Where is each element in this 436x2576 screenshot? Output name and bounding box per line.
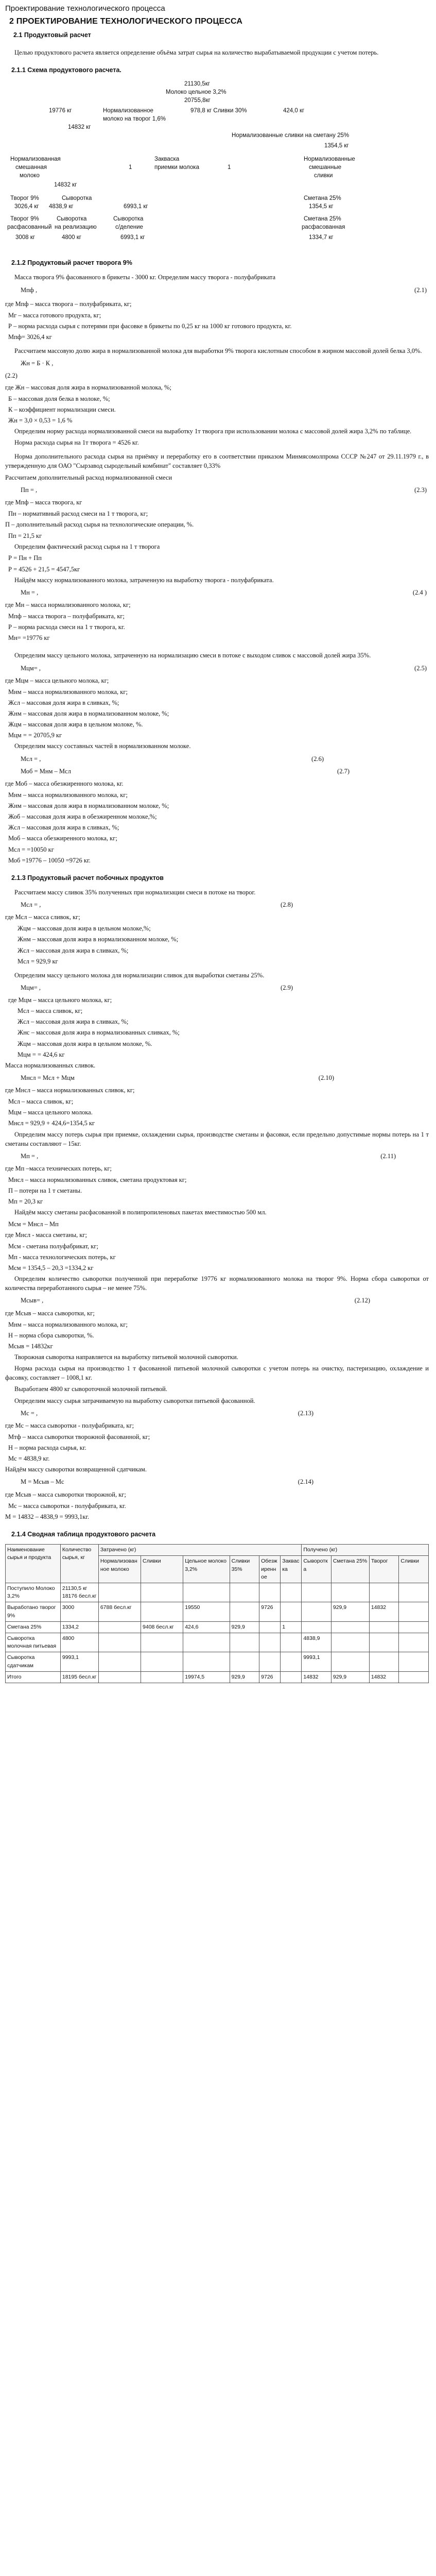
where-line: Мпф – масса творога – полуфабриката, кг; [8, 613, 125, 620]
where-line: Жнм – массовая доля жира в нормализованном молоке, %; [8, 710, 169, 718]
table-cell: 19974,5 [183, 1671, 230, 1683]
summary-table-header: Нормализованное молоко [98, 1556, 141, 1583]
table-cell [183, 1633, 230, 1652]
calc-line: Мп = 20,3 кг [8, 1198, 43, 1206]
calc-line: Р = 4526 + 21,5 = 4547,5кг [8, 565, 80, 573]
scheme-row-d3: Сметана 25% [304, 195, 341, 202]
table-cell [98, 1652, 141, 1671]
main-heading: 2 ПРОЕКТИРОВАНИЕ ТЕХНОЛОГИЧЕСКОГО ПРОЦЕССА [9, 16, 243, 26]
scheme-row-e1: 3026,4 кг [14, 204, 39, 210]
equation-2-4 [5, 588, 429, 597]
table-cell [281, 1652, 302, 1671]
summary-table-header: Наименование сырья и продукта [6, 1545, 61, 1583]
table-cell [281, 1583, 302, 1602]
table-cell [259, 1583, 281, 1602]
table-row [6, 1621, 429, 1633]
scheme-row-g2: на реализацию [55, 224, 97, 231]
where-line: Мг – масса готового продукта, кг; [8, 311, 101, 319]
tvorog-p1: Масса творога 9% фасованного в брикеты - 3000 кг. Определим массу творога - полуфабриката [14, 274, 276, 281]
tvorog-p2: Рассчитаем массовую долю жира в нормализованной молока для выработки 9% творога кислотным способом в жирном массовой долей белка 3,0%. [14, 347, 422, 355]
table-cell [399, 1621, 429, 1633]
table-cell: Итого [6, 1671, 61, 1683]
calc-line: Мсл = =10050 кг [8, 845, 54, 853]
where-line: Н – норма сбора сыворотки, %. [8, 1331, 94, 1339]
table-cell: 9993,1 [60, 1652, 98, 1671]
scheme-cream-label: Нормализованные сливки на сметану 25% [232, 132, 350, 139]
scheme-row-f4: Сметана 25% [304, 216, 341, 223]
scheme-row-e4: 1354,5 кг [309, 204, 334, 210]
scheme-cream-3: 1354,5 кг [324, 143, 349, 149]
scheme-row-f3: Сыворотка [113, 216, 144, 223]
table-cell [281, 1671, 302, 1683]
equation-2-1-expr: Мпф , [21, 286, 38, 294]
table-cell: 9726 [259, 1602, 281, 1621]
where-line: Жсл – массовая доля жира в сливках, %; [8, 699, 119, 706]
table-cell [141, 1633, 183, 1652]
cream-p8: Норма расхода сырья на производство 1 т фасованной питьевой молочной сыворотки с учетом потерь на очистку, пастеризацию, охлаждение и фасовку, составляет – 1008,1 кг. [5, 1365, 429, 1382]
summary-table-header: Сливки [399, 1556, 429, 1583]
calc-line: Мцм = = 424,6 кг [18, 1050, 65, 1058]
table-cell [331, 1652, 369, 1671]
equation-2-11-expr: Мп = , [21, 1152, 39, 1160]
where-line: Р – норма расхода смеси на 1 т творога, кг. [8, 623, 125, 631]
tvorog-p4b: Рассчитаем дополнительный расход нормализованной смеси [5, 473, 172, 481]
summary-table-header-row [6, 1545, 429, 1556]
scheme-row-c1: молоко [20, 173, 40, 179]
table-cell: Выработано творог 9% [6, 1602, 61, 1621]
where-line: где Моб – масса обезжиренного молока, кг. [5, 779, 124, 787]
scheme-row-h1: 3008 кг [15, 234, 36, 241]
where-line: Б – массовая доля белка в молоке, %; [8, 395, 110, 402]
equation-2-3-number: (2.3) [414, 486, 427, 494]
where-line: П – дополнительный расход сырья на технологические операции, %. [5, 521, 194, 529]
where-line: Мнсл – масса нормализованных сливок, сметана продуктовая кг; [8, 1176, 187, 1184]
equation-2-6-expr: Мсл = , [21, 755, 41, 762]
table-cell [98, 1671, 141, 1683]
equation-2-5 [5, 664, 429, 673]
scheme-milk-mass-2: 20755,8кг [184, 97, 211, 104]
tvorog-p3b: Норма расхода сырья на 1т творога = 4526 кг. [14, 439, 139, 447]
equation-2-13-expr: Мс = , [21, 1409, 38, 1417]
table-cell [98, 1621, 141, 1633]
table-cell [98, 1583, 141, 1602]
section-2-1-3-heading: 2.1.3 Продуктовый расчет побочных продуктов [11, 874, 164, 882]
section-2-1-2-heading: 2.1.2 Продуктовый расчет творога 9% [11, 259, 132, 267]
equation-2-2 [5, 359, 429, 368]
table-cell [230, 1652, 259, 1671]
table-cell [230, 1602, 259, 1621]
table-cell: 929,9 [230, 1671, 259, 1683]
scheme-row-d2: Сыворотка [62, 195, 92, 202]
where-line: где Мцм – масса цельного молока, кг; [8, 996, 112, 1004]
cream-p3: Масса нормализованных сливок. [5, 1061, 96, 1069]
summary-table-header: Цельное молоко 3,2% [183, 1556, 230, 1583]
table-cell: 4838,9 [302, 1633, 332, 1652]
equation-2-10 [5, 1073, 429, 1082]
scheme-norm-milk-fat: молоко на творог 1,6% [103, 116, 166, 123]
table-cell: 14832 [369, 1671, 399, 1683]
tvorog-p4: Норма дополнительного расхода сырья на приёмку и переработку его в соответствии приказом Минмясомолпрома СССР №247 от 29.11.1979 г., в утвержденную для ОАО "Сырзавод сыродельный комбинат" составляет 0,33% [5, 453, 429, 470]
scheme-cream-2: 424,0 кг [283, 108, 305, 114]
equation-2-14 [5, 1477, 429, 1486]
equation-2-6 [5, 754, 429, 764]
where-line: П – потери на 1 т сметаны. [8, 1187, 82, 1195]
equation-2-2-number: (2.2) [5, 372, 18, 380]
table-cell: 9726 [259, 1671, 281, 1683]
where-line: где Мсл – масса сливок, кг; [5, 913, 80, 921]
table-cell [259, 1633, 281, 1652]
where-line: Жсл – массовая доля жира в сливках, %; [18, 946, 129, 954]
tvorog-p6: Найдём массу нормализованного молока, затраченную на выработку творога - полуфабриката. [14, 576, 274, 584]
scheme-milk-mass: 21130,5кг [184, 81, 210, 88]
summary-table-header: Закваска [281, 1556, 302, 1583]
where-line: Жнм – массовая доля жира в нормализованном молоке, %; [8, 802, 169, 810]
equation-2-3 [5, 485, 429, 495]
where-line: где Мпф – масса творога, кг [5, 498, 82, 506]
where-line: Мсм - сметана полуфабрикат, кг; [8, 1242, 98, 1250]
tvorog-p8: Определим массу составных частей в нормализованном молоке. [14, 742, 191, 750]
where-line: Н – норма расхода сырья, кг. [8, 1444, 86, 1452]
table-cell [369, 1652, 399, 1671]
equation-2-12-number: (2.12) [354, 1297, 370, 1304]
where-line: Мп - масса технологических потерь, кг [8, 1253, 116, 1261]
summary-table-header: Сыворотка [302, 1556, 332, 1583]
where-line: Мсл – масса сливок, кг; [8, 1098, 74, 1106]
where-line: где Мцм – масса цельного молока, кг; [5, 676, 109, 684]
where-line: где Мн – масса нормализованного молока, кг; [5, 601, 131, 608]
summary-table-header: Количество сырья, кг [60, 1545, 98, 1583]
where-line: Мнм – масса нормализованного молока, кг; [8, 688, 128, 696]
table-cell [331, 1583, 369, 1602]
table-cell: 4800 [60, 1633, 98, 1652]
equation-2-5-number: (2.5) [414, 664, 427, 672]
table-cell: 14832 [369, 1602, 399, 1621]
scheme-row-b4: 1 [228, 164, 231, 171]
equation-2-11 [5, 1151, 429, 1161]
table-cell: Сыворотка сдатчикам [6, 1652, 61, 1671]
table-row [6, 1633, 429, 1652]
where-line: Мнм – масса нормализованного молока, кг; [8, 791, 128, 799]
summary-table [5, 1544, 429, 1683]
where-line: Мцм – масса цельного молока. [8, 1109, 93, 1116]
table-cell: 9408 бесл.кг [141, 1621, 183, 1633]
equation-2-3-expr: Пп = , [21, 486, 38, 494]
scheme-row-g1: расфасованный [7, 224, 52, 231]
where-line: Жсл – массовая доля жира в сливках, %; [18, 1018, 129, 1026]
table-cell [98, 1633, 141, 1652]
table-cell [141, 1652, 183, 1671]
table-cell: 1334,2 [60, 1621, 98, 1633]
where-line: где Мнсл – масса нормализованных сливок, кг; [5, 1087, 135, 1094]
equation-2-13 [5, 1409, 429, 1418]
where-line: где Мнсл - масса сметаны, кг; [5, 1231, 88, 1239]
section-2-1-4-heading: 2.1.4 Сводная таблица продуктового расчета [11, 1530, 156, 1538]
where-line: Жцм – массовая доля жира в цельном молоке, %. [8, 721, 143, 728]
summary-table-header: Сливки [141, 1556, 183, 1583]
table-cell [141, 1671, 183, 1683]
where-line: где Мсыв – масса сыворотки, кг; [5, 1309, 95, 1317]
equation-2-1-number: (2.1) [414, 286, 427, 294]
table-cell [331, 1633, 369, 1652]
summary-table-header: Сливки 35% [230, 1556, 259, 1583]
equation-2-2-expr: Жн = Б · К , [21, 360, 54, 367]
scheme-row-e2: 4838,9 кг [49, 204, 74, 210]
table-cell: 21130,5 кг 18176 бесл.кг [60, 1583, 98, 1602]
calc-line: Мсл = 929,9 кг [18, 957, 58, 965]
equation-2-13-number: (2.13) [298, 1409, 313, 1417]
table-cell [183, 1583, 230, 1602]
table-cell: 424,6 [183, 1621, 230, 1633]
table-cell [399, 1652, 429, 1671]
calc-line: Мнсл = 929,9 + 424,6=1354,5 кг [8, 1120, 95, 1127]
scheme-v1: 19776 кг [49, 108, 72, 114]
scheme-row-h4: 1334,7 кг [309, 234, 334, 241]
table-cell [183, 1652, 230, 1671]
section-2-1-heading: 2.1 Продуктовый расчет [13, 31, 91, 39]
table-cell [369, 1633, 399, 1652]
equation-2-8 [5, 900, 429, 909]
scheme-row-f2: Сыворотка [57, 216, 87, 223]
equation-2-1 [5, 285, 429, 295]
where-line: Жцм – массовая доля жира в цельном молоке, %. [18, 1040, 152, 1047]
equation-2-7 [5, 767, 429, 776]
scheme-norm-label: Нормализованное [103, 108, 153, 114]
calc-line: Моб =19776 – 10050 =9726 кг. [8, 856, 91, 864]
table-cell [302, 1583, 332, 1602]
table-cell [302, 1602, 332, 1621]
tvorog-p5: Определим фактический расход сырья на 1 т творога [14, 543, 160, 551]
equation-2-14-number: (2.14) [298, 1478, 313, 1486]
cream-p1: Рассчитаем массу сливок 35% полученных при нормализации смеси в потоке на творог. [14, 888, 256, 896]
equation-2-4-number: (2.4 ) [412, 588, 427, 596]
cream-p2: Определим массу цельного молока для нормализации сливок для выработки сметаны 25%. [14, 971, 265, 979]
product-calculation-scheme [5, 80, 429, 250]
calc-line: Мс = 4838,9 кг. [8, 1455, 50, 1463]
scheme-row-c2: сливки [314, 173, 333, 179]
table-row [6, 1652, 429, 1671]
table-cell: Сыворотка молочная питьевая [6, 1633, 61, 1652]
equation-2-8-number: (2.8) [281, 901, 293, 909]
cream-p6: Определим количество сыворотки полученной при переработке 19776 кг нормализованного молока на творог 9%. Норма сбора сыворотки от количества переработанного сырья – не менее 75%. [5, 1275, 429, 1292]
table-row [6, 1583, 429, 1602]
equation-2-9-number: (2.9) [281, 984, 293, 991]
where-line: где Жн – массовая доля жира в нормализованной молока, %; [5, 383, 171, 391]
table-cell [399, 1671, 429, 1683]
where-line: Мс – масса сыворотки - полуфабриката, кг. [8, 1502, 126, 1510]
where-line: Жоб – массовая доля жира в обезжиренном молоке,%; [8, 813, 157, 821]
equation-2-6-number: (2.6) [311, 755, 324, 762]
calc-line: Мцм = = 20705,9 кг [8, 732, 62, 739]
cream-p5: Найдём массу сметаны расфасованной в полипропиленовых пакетах вместимостью 500 мл. [14, 1209, 267, 1216]
table-cell [369, 1621, 399, 1633]
equation-2-11-number: (2.11) [380, 1152, 396, 1160]
table-cell: 3000 [60, 1602, 98, 1621]
table-cell [281, 1602, 302, 1621]
summary-table-header: Получено (кг) [302, 1545, 429, 1556]
equation-2-11a: Мсм = Мнсл – Мп [8, 1220, 59, 1228]
calc-line: Жн = 3,0 × 0,53 = 1,6 % [8, 416, 73, 424]
cream-p10: Определим массу сырья затрачиваемую на выработку сыворотки питьевой фасованной. [14, 1397, 255, 1404]
scheme-col-n3: Нормализованные [304, 156, 355, 163]
equation-2-7-expr: Моб = Мнм – Мсл [21, 767, 71, 775]
table-cell: 19550 [183, 1602, 230, 1621]
equation-2-10-expr: Мнсл = Мсл + Мцм [21, 1074, 75, 1081]
summary-table-header: Сметана 25% [331, 1556, 369, 1583]
scheme-milk-fat-label: Молоко цельное 3,2% [166, 89, 226, 96]
table-cell: Сметана 25% [6, 1621, 61, 1633]
cream-p4: Определим массу потерь сырья при приемке, охлаждении сырья, производстве сметаны и фасовки, если предельно допустимые нормы потерь на 1 т сметаны составляют – 15кг. [5, 1130, 429, 1147]
cream-p9: Выработаем 4800 кг сывороточной молочной питьевой. [14, 1385, 167, 1393]
equation-2-12-expr: Мсыв= , [21, 1297, 44, 1304]
scheme-col-n2: Закваска [154, 156, 180, 163]
scheme-row-h2: 4800 кг [62, 234, 82, 241]
where-line: Р – норма расхода сырья с потерями при фасовке в брикеты по 0,25 кг на 1000 кг готового продукта, кг. [8, 322, 292, 330]
scheme-row-b1: смешанная [15, 164, 47, 171]
cream-p7: Творожная сыворотка направляется на выработку питьевой молочной сыворотки. [14, 1353, 238, 1361]
where-line: Жнм – массовая доля жира в нормализованном молоке, %; [18, 936, 179, 943]
table-cell: 18195 бесл.кг [60, 1671, 98, 1683]
calc-line: М = 14832 – 4838,9 = 9993,1кг. [5, 1513, 90, 1520]
where-line: где Мсыв – масса сыворотки творожной, кг; [5, 1490, 126, 1498]
where-line: Мтф – масса сыворотки творожной фасованной, кг; [8, 1433, 150, 1440]
table-cell [281, 1633, 302, 1652]
table-cell [302, 1621, 332, 1633]
scheme-row-f1: Творог 9% [10, 216, 39, 223]
table-cell [399, 1583, 429, 1602]
scheme-col-n1: Нормализованная [10, 156, 61, 163]
scheme-v2: 14832 кг [68, 124, 91, 131]
scheme-skim-cream: 978,8 кг Сливки 30% [190, 108, 247, 114]
table-cell [259, 1652, 281, 1671]
table-cell: 1 [281, 1621, 302, 1633]
calc-line: Мпф= 3026,4 кг [8, 333, 52, 341]
table-cell: 14832 [302, 1671, 332, 1683]
scheme-row-g3: с/деление [115, 224, 143, 231]
table-cell: 929,9 [331, 1602, 369, 1621]
scheme-row-b5: смешанные [309, 164, 342, 171]
calc-line: Мн= =19776 кг [8, 634, 50, 642]
where-line: Моб – масса обезжиренного молока, кг; [8, 835, 117, 842]
where-line: Жцм – массовая доля жира в цельном молоке,%; [18, 925, 151, 933]
cream-p11: Найдём массу сыворотки возвращенной сдатчикам. [5, 1466, 147, 1473]
summary-table-header: Творог [369, 1556, 399, 1583]
table-row [6, 1602, 429, 1621]
scheme-row-b3: приемки молока [154, 164, 199, 171]
summary-table-header: Обезжиренное [259, 1556, 281, 1583]
summary-table-header: Затрачено (кг) [98, 1545, 302, 1556]
table-cell [369, 1583, 399, 1602]
where-line: Мсл – масса сливок, кг; [18, 1007, 83, 1015]
where-line: Пн – нормативный расход смеси на 1 т творога, кг; [8, 510, 148, 517]
table-cell [331, 1621, 369, 1633]
scheme-row-g4: расфасованная [302, 224, 345, 231]
equation-2-3a: Р = Пн + Пп [8, 554, 42, 562]
section-2-1-1-heading: 2.1.1 Схема продуктового расчета. [11, 66, 121, 74]
table-cell: 6788 бесл.кг [98, 1602, 141, 1621]
table-cell [141, 1602, 183, 1621]
calc-line: Мсыв = 14832кг [8, 1342, 53, 1350]
equation-2-9 [5, 983, 429, 992]
table-cell: 929,9 [230, 1621, 259, 1633]
where-line: где Мп –масса технических потерь, кг; [5, 1164, 112, 1172]
table-cell: 9993,1 [302, 1652, 332, 1671]
scheme-row-h3: 6993,1 кг [120, 234, 145, 241]
calc-line: Пп = 21,5 кг [8, 532, 42, 540]
tvorog-p3: Определим норму расхода нормализованной смеси на выработку 1т творога при использовании молока с массовой долей жира 3,2% по таблице. [14, 428, 412, 435]
where-line: где Мпф – масса творога – полуфабриката, кг; [5, 300, 132, 308]
equation-2-12 [5, 1296, 429, 1305]
table-cell [230, 1583, 259, 1602]
where-line: где Мс – масса сыворотки - полуфабриката, кг; [5, 1421, 134, 1429]
where-line: Мнм – масса нормализованного молока, кг; [8, 1320, 128, 1328]
scheme-row-d1: Творог 9% [10, 195, 39, 202]
table-cell: 929,9 [331, 1671, 369, 1683]
where-line: Жсл – массовая доля жира в сливках, %; [8, 824, 119, 832]
table-cell [230, 1633, 259, 1652]
equation-2-8-expr: Мсл = , [21, 901, 41, 909]
intro-paragraph: Целью продуктового расчета является определение объёма затрат сырья на количество вырабатываемой продукции с учетом потерь. [14, 49, 379, 57]
table-cell [399, 1633, 429, 1652]
table-cell [259, 1621, 281, 1633]
equation-2-7-number: (2.7) [337, 767, 350, 775]
equation-2-4-expr: Мн = , [21, 588, 39, 596]
equation-2-14-expr: М = Мсыв – Мс [21, 1478, 64, 1486]
equation-2-5-expr: Мцм= , [21, 664, 41, 672]
where-line: Жнс – массовая доля жира в нормализованных сливках, %; [18, 1029, 180, 1037]
document-top-title: Проектирование технологического процесса [5, 4, 165, 13]
where-line: К – коэффициент нормализации смеси. [8, 405, 116, 413]
equation-2-9-expr: Мцм= , [21, 984, 41, 991]
tvorog-p7: Определим массу цельного молока, затраченную на нормализацию смеси в потоке с выходом сливок с массовой долей жира 35%. [14, 652, 371, 659]
scheme-row-b2: 1 [129, 164, 132, 171]
table-cell: Поступило Молоко 3,2% [6, 1583, 61, 1602]
table-row [6, 1671, 429, 1683]
table-cell [141, 1583, 183, 1602]
scheme-row-e3: 6993,1 кг [124, 204, 148, 210]
table-cell [399, 1602, 429, 1621]
equation-2-10-number: (2.10) [318, 1074, 334, 1081]
scheme-v-c1: 14832 кг [54, 182, 77, 189]
calc-line: Мсм = 1354,5 – 20,3 =1334,2 кг [8, 1264, 94, 1272]
